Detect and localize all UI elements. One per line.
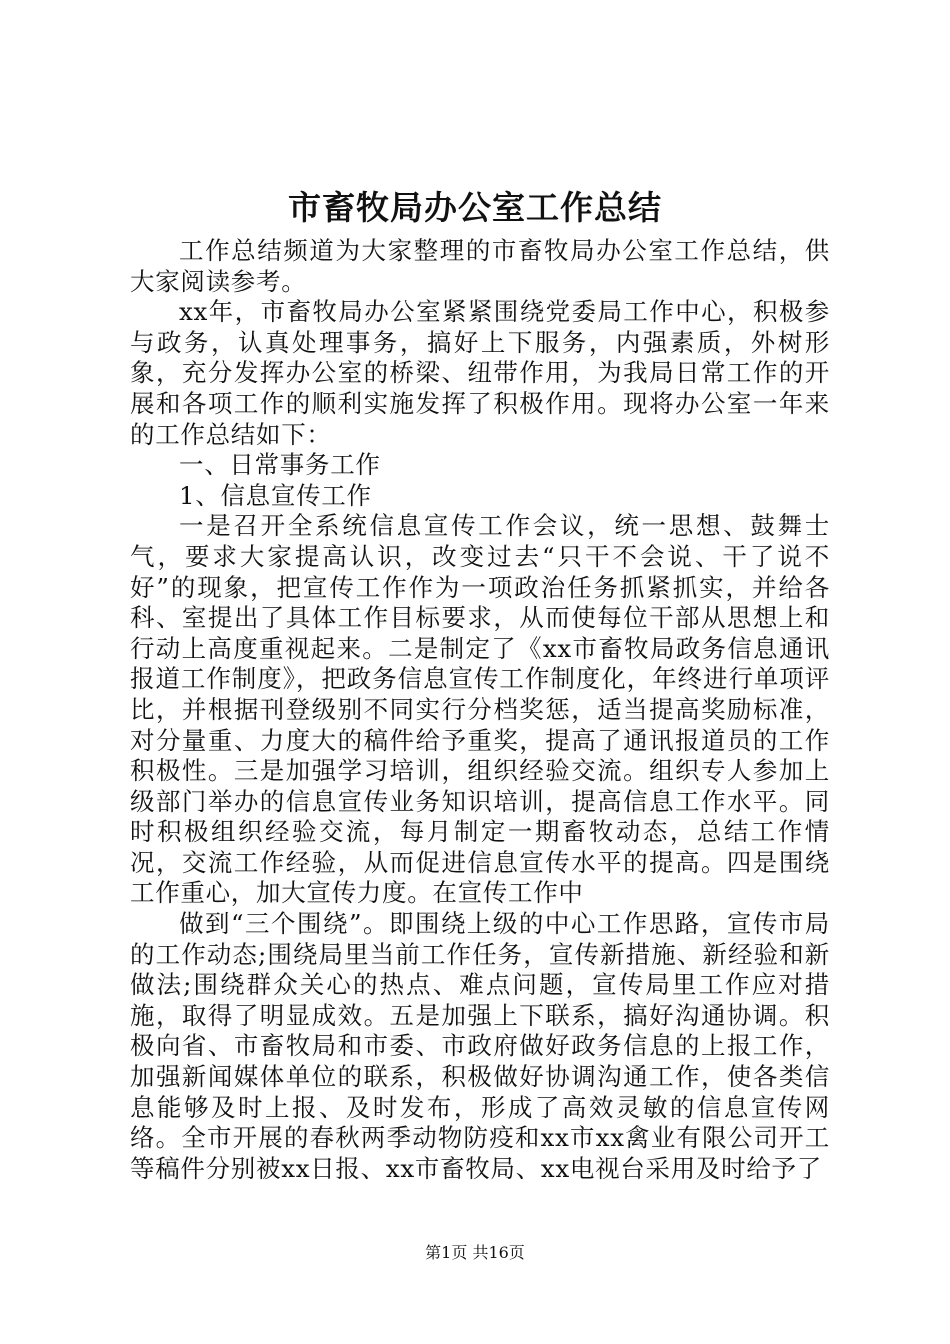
document-body bbox=[130, 236, 830, 1184]
document-title: 市畜牧局办公室工作总结 bbox=[288, 188, 662, 227]
section-heading: 一、日常事务工作 bbox=[179, 450, 381, 480]
page-footer: 第1页 共16页 bbox=[425, 1243, 525, 1262]
subsection-heading: 1、信息宣传工作 bbox=[179, 480, 372, 510]
intro-paragraph: 工作总结频道为大家整理的市畜牧局办公室工作总结，供大家阅读参考。 bbox=[130, 236, 830, 296]
body-paragraph: 一是召开全系统信息宣传工作会议，统一思想、鼓舞士气，要求大家提高认识，改变过去“只干不会说、干了说不好”的现象，把宣传工作作为一项政治任务抓紧抓实，并给各科、室提出了具体工作目标要求，从而使每位干部从思想上和行动上高度重视起来。二是制定了《xx市畜牧局政务信息通讯报道工作制度》，把政务信息宣传工作制度化，年终进行单项评比，并根据刊登级别不同实行分档奖惩，适当提高奖励标准，对分量重、力度大的稿件给予重奖，提高了通讯报道员的工作积极性。三是加强学习培训，组织经验交流。组织专人参加上级部门举办的信息宣传业务知识培训，提高信息工作水平。同时积极组织经验交流，每月制定一期畜牧动态，总结工作情况，交流工作经验，从而促进信息宣传水平的提高。四是围绕工作重心，加大宣传力度。在宣传工作中 bbox=[130, 511, 830, 908]
body-paragraph: 做到“三个围绕”。即围绕上级的中心工作思路，宣传市局的工作动态;围绕局里当前工作任务，宣传新措施、新经验和新做法;围绕群众关心的热点、难点问题，宣传局里工作应对措施，取得了明显成效。五是加强上下联系，搞好沟通协调。积极向省、市畜牧局和市委、市政府做好政务信息的上报工作，加强新闻媒体单位的联系，积极做好协调沟通工作，使各类信息能够及时上报、及时发布，形成了高效灵敏的信息宣传网络。全市开展的春秋两季动物防疫和xx市xx禽业有限公司开工等稿件分别被xx日报、xx市畜牧局、xx电视台采用及时给予了 bbox=[130, 909, 830, 1183]
overview-paragraph: xx年，市畜牧局办公室紧紧围绕党委局工作中心，积极参与政务，认真处理事务，搞好上下服务，内强素质，外树形象，充分发挥办公室的桥梁、纽带作用，为我局日常工作的开展和各项工作的顺利实施发挥了积极作用。现将办公室一年来的工作总结如下： bbox=[130, 297, 830, 449]
